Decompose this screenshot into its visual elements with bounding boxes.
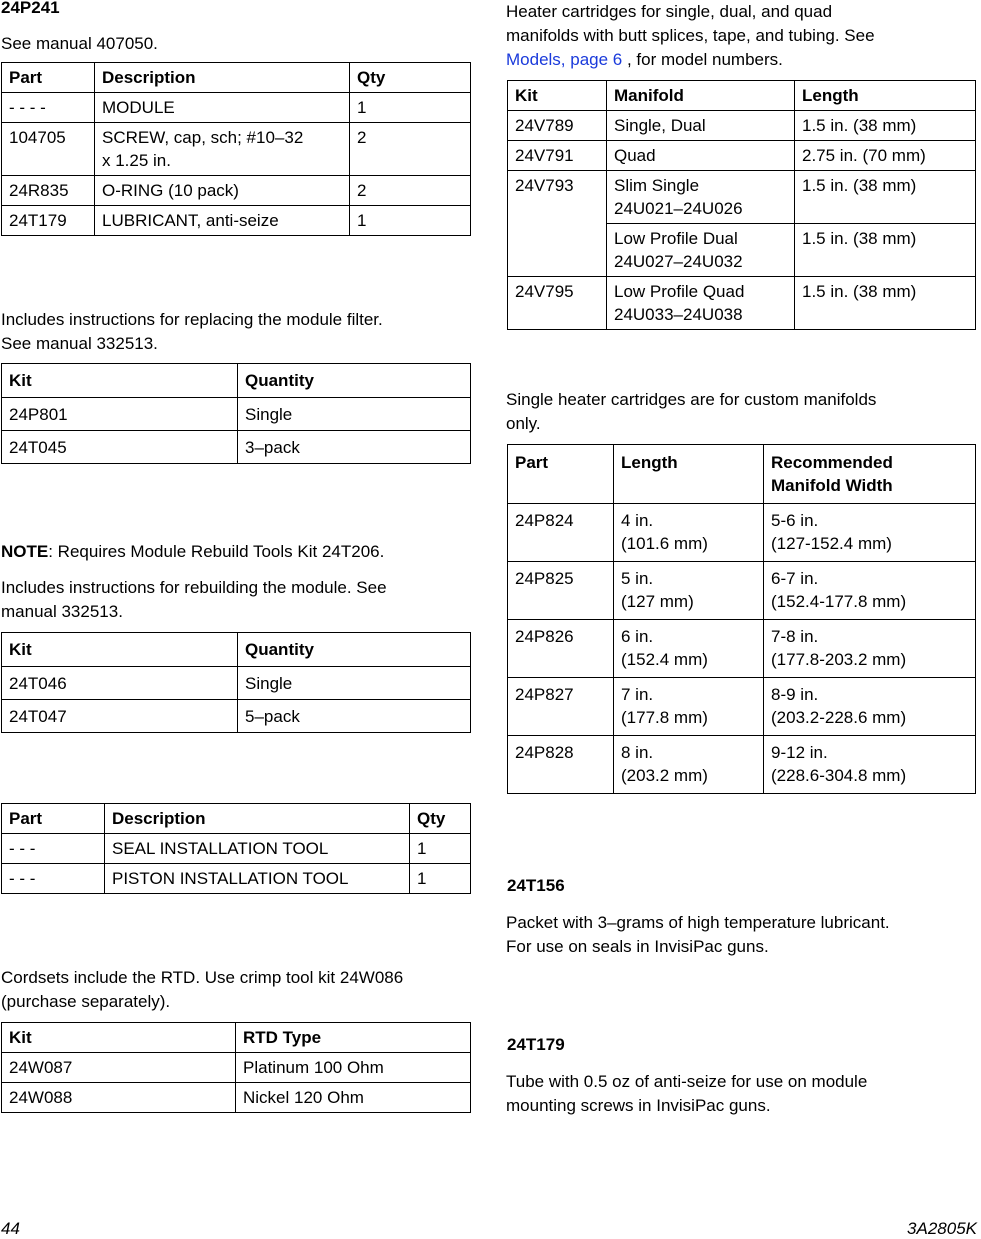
cell-width	[764, 562, 976, 620]
cell-kit: 24W088	[2, 1083, 236, 1113]
header-recommended-width	[764, 445, 976, 504]
table-row	[2, 667, 471, 700]
cell-width	[764, 504, 976, 562]
cell-line: (152.4-177.8 mm)	[771, 592, 907, 611]
header-length: Length	[614, 445, 764, 504]
cell-line: (177.8 mm)	[621, 708, 708, 727]
cell-qty: 1	[410, 834, 471, 864]
cell-quantity: Single	[238, 667, 471, 700]
cell-kit: 24V793	[508, 171, 607, 277]
cell-part: 24P825	[508, 562, 614, 620]
cell-line: 5 in.	[621, 569, 654, 588]
table-row	[508, 736, 976, 794]
cell-part: - - -	[2, 864, 105, 894]
filter-kit-table	[1, 363, 471, 464]
header-kit: Kit	[508, 81, 607, 111]
cell-kit: 24V789	[508, 111, 607, 141]
heater-cartridge-table	[507, 80, 976, 330]
table-row	[508, 171, 976, 224]
header-length: Length	[795, 81, 976, 111]
table-header-row	[2, 1023, 471, 1053]
cell-width	[764, 736, 976, 794]
cell-qty: 2	[350, 123, 471, 176]
cell-part: 24P824	[508, 504, 614, 562]
cell-manifold	[607, 171, 795, 224]
cell-line: (127-152.4 mm)	[771, 534, 892, 553]
section-title-24p241: 24P241	[1, 0, 60, 17]
cell-line: (177.8-203.2 mm)	[771, 650, 907, 669]
text-line	[506, 48, 976, 72]
text-line: Cordsets include the RTD. Use crimp tool kit 24W086	[1, 968, 404, 987]
cell-line: x 1.25 in.	[102, 151, 171, 170]
cell-line: Low Profile Quad	[614, 282, 745, 301]
cell-qty: 2	[350, 176, 471, 206]
header-part: Part	[508, 445, 614, 504]
text-line: Includes instructions for replacing the module filter.	[1, 310, 383, 329]
text-line: mounting screws in InvisiPac guns.	[506, 1096, 771, 1115]
cell-line: 24U033–24U038	[614, 305, 743, 324]
table-row	[508, 562, 976, 620]
cell-length: 2.75 in. (70 mm)	[795, 141, 976, 171]
cell-description: LUBRICANT, anti-seize	[95, 206, 350, 236]
cell-manifold	[607, 277, 795, 330]
rebuild-description	[1, 576, 471, 624]
cell-line: 8-9 in.	[771, 685, 819, 704]
table-row	[508, 141, 976, 171]
table-row	[2, 176, 471, 206]
table-header-row	[2, 63, 471, 93]
table-header-row	[2, 364, 471, 398]
cell-length	[614, 736, 764, 794]
single-heater-description	[506, 388, 976, 436]
header-description: Description	[105, 804, 410, 834]
header-kit: Kit	[2, 364, 238, 398]
header-kit: Kit	[2, 633, 238, 667]
text-line: Heater cartridges for single, dual, and quad	[506, 2, 833, 21]
text-line: manual 332513.	[1, 602, 123, 621]
header-manifold: Manifold	[607, 81, 795, 111]
cell-line: (152.4 mm)	[621, 650, 708, 669]
cell-kit: 24W087	[2, 1053, 236, 1083]
manual-reference: See manual 407050.	[1, 34, 158, 53]
cell-line: (203.2-228.6 mm)	[771, 708, 907, 727]
cell-manifold: Single, Dual	[607, 111, 795, 141]
table-row	[2, 93, 471, 123]
cell-line: 24U027–24U032	[614, 252, 743, 271]
table-row	[2, 431, 471, 464]
table-header-row	[508, 445, 976, 504]
text-line: Packet with 3–grams of high temperature lubricant.	[506, 913, 890, 932]
parts-table-24p241	[1, 62, 471, 236]
cell-line: 8 in.	[621, 743, 654, 762]
cell-length	[614, 678, 764, 736]
table-header-row	[2, 804, 471, 834]
cell-description	[95, 123, 350, 176]
text-line: manifolds with butt splices, tape, and tubing. See	[506, 26, 875, 45]
cell-line: 4 in.	[621, 511, 654, 530]
cell-length: 1.5 in. (38 mm)	[795, 111, 976, 141]
text-line: Tube with 0.5 oz of anti-seize for use on module	[506, 1072, 868, 1091]
cell-line: SCREW, cap, sch; #10–32	[102, 128, 304, 147]
cell-part: - - - -	[2, 93, 95, 123]
header-part: Part	[2, 63, 95, 93]
header-quantity: Quantity	[238, 633, 471, 667]
table-row	[508, 111, 976, 141]
single-heater-table	[507, 444, 976, 794]
cell-line: (127 mm)	[621, 592, 694, 611]
cell-qty: 1	[350, 206, 471, 236]
cell-description: SEAL INSTALLATION TOOL	[105, 834, 410, 864]
cell-line: (101.6 mm)	[621, 534, 708, 553]
cell-width	[764, 620, 976, 678]
header-qty: Qty	[410, 804, 471, 834]
table-row	[2, 864, 471, 894]
cell-kit: 24T047	[2, 700, 238, 733]
text-line: (purchase separately).	[1, 992, 171, 1011]
cell-length: 1.5 in. (38 mm)	[795, 277, 976, 330]
cell-part: 24T179	[2, 206, 95, 236]
header-line: Manifold Width	[771, 476, 893, 495]
lubricant-description	[506, 911, 976, 959]
cell-part: - - -	[2, 834, 105, 864]
header-rtd-type: RTD Type	[236, 1023, 471, 1053]
page-number: 44	[1, 1219, 20, 1238]
header-quantity: Quantity	[238, 364, 471, 398]
cell-part: 24P827	[508, 678, 614, 736]
table-row	[2, 1083, 471, 1113]
cell-kit: 24T046	[2, 667, 238, 700]
cell-kit: 24V795	[508, 277, 607, 330]
filter-description	[1, 308, 471, 356]
table-row	[2, 834, 471, 864]
note	[1, 540, 384, 564]
cell-line: 6 in.	[621, 627, 654, 646]
cell-rtd-type: Nickel 120 Ohm	[236, 1083, 471, 1113]
text-fragment: , for model numbers.	[626, 50, 783, 69]
cell-part: 104705	[2, 123, 95, 176]
heater-description	[506, 0, 976, 72]
cordset-table	[1, 1022, 471, 1113]
cell-manifold: Quad	[607, 141, 795, 171]
cell-line: (203.2 mm)	[621, 766, 708, 785]
cell-line: (228.6-304.8 mm)	[771, 766, 907, 785]
cell-description: O-RING (10 pack)	[95, 176, 350, 206]
table-row	[508, 277, 976, 330]
table-row	[2, 123, 471, 176]
cell-qty: 1	[350, 93, 471, 123]
section-title-24t179: 24T179	[507, 1035, 565, 1054]
cell-qty: 1	[410, 864, 471, 894]
cell-length	[614, 504, 764, 562]
header-description: Description	[95, 63, 350, 93]
header-qty: Qty	[350, 63, 471, 93]
cell-line: 5-6 in.	[771, 511, 819, 530]
text-line: See manual 332513.	[1, 334, 158, 353]
text-line: only.	[506, 414, 541, 433]
anti-seize-description	[506, 1070, 976, 1118]
table-row	[508, 620, 976, 678]
cell-line: 7 in.	[621, 685, 654, 704]
cordset-description	[1, 966, 473, 1014]
rebuild-kit-table	[1, 632, 471, 733]
header-part: Part	[2, 804, 105, 834]
header-line: Recommended	[771, 453, 893, 472]
cell-length: 1.5 in. (38 mm)	[795, 171, 976, 224]
header-kit: Kit	[2, 1023, 236, 1053]
cell-width	[764, 678, 976, 736]
cell-line: Slim Single	[614, 176, 700, 195]
cell-kit: 24T045	[2, 431, 238, 464]
table-row	[508, 678, 976, 736]
cell-line: 7-8 in.	[771, 627, 819, 646]
table-row	[2, 398, 471, 431]
cell-part: 24P828	[508, 736, 614, 794]
cell-description: PISTON INSTALLATION TOOL	[105, 864, 410, 894]
table-row	[508, 504, 976, 562]
tools-table	[1, 803, 471, 894]
cell-length	[614, 620, 764, 678]
text-line: Includes instructions for rebuilding the module. See	[1, 578, 387, 597]
table-header-row	[508, 81, 976, 111]
cell-description: MODULE	[95, 93, 350, 123]
cell-part: 24R835	[2, 176, 95, 206]
cell-quantity: Single	[238, 398, 471, 431]
cell-line: Low Profile Dual	[614, 229, 738, 248]
table-row	[2, 1053, 471, 1083]
cell-kit: 24V791	[508, 141, 607, 171]
cell-line: 6-7 in.	[771, 569, 819, 588]
text-line: For use on seals in InvisiPac guns.	[506, 937, 769, 956]
section-title-24t156: 24T156	[507, 876, 565, 895]
cell-part: 24P826	[508, 620, 614, 678]
cell-kit: 24P801	[2, 398, 238, 431]
text-line: Single heater cartridges are for custom manifolds	[506, 390, 877, 409]
table-header-row	[2, 633, 471, 667]
cell-quantity: 5–pack	[238, 700, 471, 733]
cell-line: 24U021–24U026	[614, 199, 743, 218]
document-number: 3A2805K	[907, 1219, 977, 1238]
table-row	[2, 206, 471, 236]
note-text: : Requires Module Rebuild Tools Kit 24T206.	[48, 542, 385, 561]
cell-length: 1.5 in. (38 mm)	[795, 224, 976, 277]
table-row	[2, 700, 471, 733]
models-page-link[interactable]: Models, page 6	[506, 50, 623, 69]
cell-rtd-type: Platinum 100 Ohm	[236, 1053, 471, 1083]
cell-line: 9-12 in.	[771, 743, 828, 762]
cell-manifold	[607, 224, 795, 277]
note-label: NOTE	[1, 542, 49, 561]
cell-length	[614, 562, 764, 620]
cell-quantity: 3–pack	[238, 431, 471, 464]
